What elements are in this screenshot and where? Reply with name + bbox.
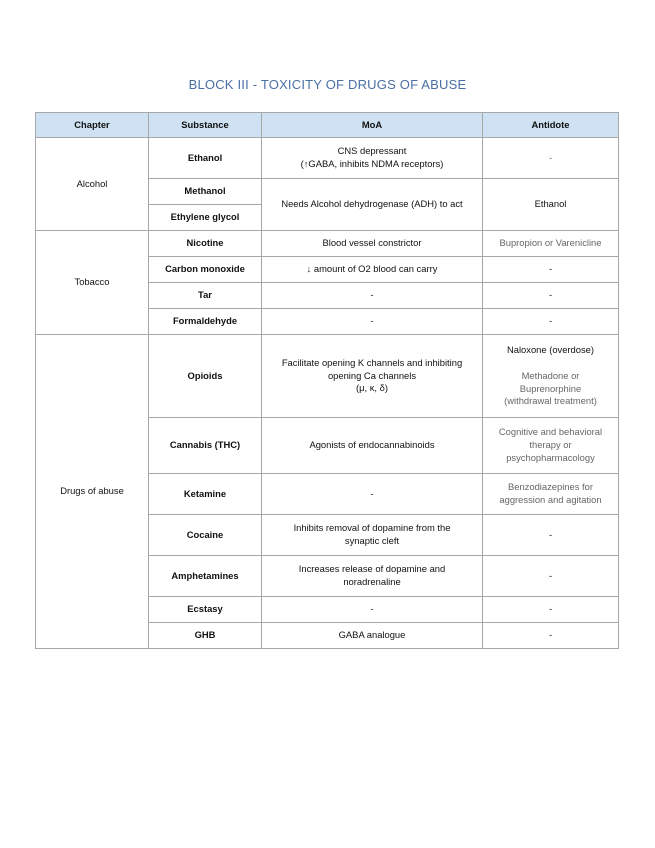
substance-cocaine: Cocaine bbox=[149, 515, 262, 556]
moa-ecstasy: - bbox=[262, 597, 483, 623]
table-row bbox=[36, 231, 619, 257]
substance-ethanol: Ethanol bbox=[149, 138, 262, 179]
table-row bbox=[36, 335, 619, 418]
moa-cocaine: Inhibits removal of dopamine from the synaptic cleft bbox=[262, 515, 483, 556]
antidote-ethanol: - bbox=[483, 138, 619, 179]
moa-ghb: GABA analogue bbox=[262, 623, 483, 649]
substance-ghb: GHB bbox=[149, 623, 262, 649]
antidote-carbon-monoxide: - bbox=[483, 257, 619, 283]
toxicity-table bbox=[35, 112, 619, 649]
page-title: BLOCK III - TOXICITY OF DRUGS OF ABUSE bbox=[188, 77, 467, 92]
antidote-formaldehyde: - bbox=[483, 309, 619, 335]
antidote-nicotine: Bupropion or Varenicline bbox=[483, 231, 619, 257]
antidote-methanol-ethylene-glycol: Ethanol bbox=[483, 179, 619, 231]
substance-ethylene-glycol: Ethylene glycol bbox=[149, 205, 262, 231]
antidote-cocaine: - bbox=[483, 515, 619, 556]
moa-methanol-ethylene-glycol: Needs Alcohol dehydrogenase (ADH) to act bbox=[262, 179, 483, 231]
moa-nicotine: Blood vessel constrictor bbox=[262, 231, 483, 257]
moa-opioids: Facilitate opening K channels and inhibiting opening Ca channels (μ, κ, δ) bbox=[262, 335, 483, 418]
moa-carbon-monoxide: ↓ amount of O2 blood can carry bbox=[262, 257, 483, 283]
header-antidote: Antidote bbox=[483, 113, 619, 138]
substance-carbon-monoxide: Carbon monoxide bbox=[149, 257, 262, 283]
moa-cannabis: Agonists of endocannabinoids bbox=[262, 418, 483, 474]
chapter-tobacco: Tobacco bbox=[36, 231, 149, 335]
substance-nicotine: Nicotine bbox=[149, 231, 262, 257]
substance-ecstasy: Ecstasy bbox=[149, 597, 262, 623]
antidote-ketamine: Benzodiazepines for aggression and agitation bbox=[483, 474, 619, 515]
substance-amphetamines: Amphetamines bbox=[149, 556, 262, 597]
antidote-cannabis: Cognitive and behavioral therapy or psychopharmacology bbox=[483, 418, 619, 474]
antidote-amphetamines: - bbox=[483, 556, 619, 597]
substance-tar: Tar bbox=[149, 283, 262, 309]
substance-ketamine: Ketamine bbox=[149, 474, 262, 515]
substance-methanol: Methanol bbox=[149, 179, 262, 205]
chapter-alcohol: Alcohol bbox=[36, 138, 149, 231]
header-substance: Substance bbox=[149, 113, 262, 138]
substance-cannabis: Cannabis (THC) bbox=[149, 418, 262, 474]
moa-formaldehyde: - bbox=[262, 309, 483, 335]
substance-opioids: Opioids bbox=[149, 335, 262, 418]
moa-ketamine: - bbox=[262, 474, 483, 515]
moa-ethanol: CNS depressant (↑GABA, inhibits NDMA receptors) bbox=[262, 138, 483, 179]
antidote-tar: - bbox=[483, 283, 619, 309]
moa-tar: - bbox=[262, 283, 483, 309]
chapter-drugs-of-abuse: Drugs of abuse bbox=[36, 335, 149, 649]
header-moa: MoA bbox=[262, 113, 483, 138]
table-row bbox=[36, 138, 619, 179]
header-chapter: Chapter bbox=[36, 113, 149, 138]
table-header-row bbox=[36, 113, 619, 138]
antidote-opioids: Naloxone (overdose) Methadone or Buprenorphine (withdrawal treatment) bbox=[483, 335, 619, 418]
substance-formaldehyde: Formaldehyde bbox=[149, 309, 262, 335]
antidote-ecstasy: - bbox=[483, 597, 619, 623]
antidote-ghb: - bbox=[483, 623, 619, 649]
moa-amphetamines: Increases release of dopamine and noradrenaline bbox=[262, 556, 483, 597]
